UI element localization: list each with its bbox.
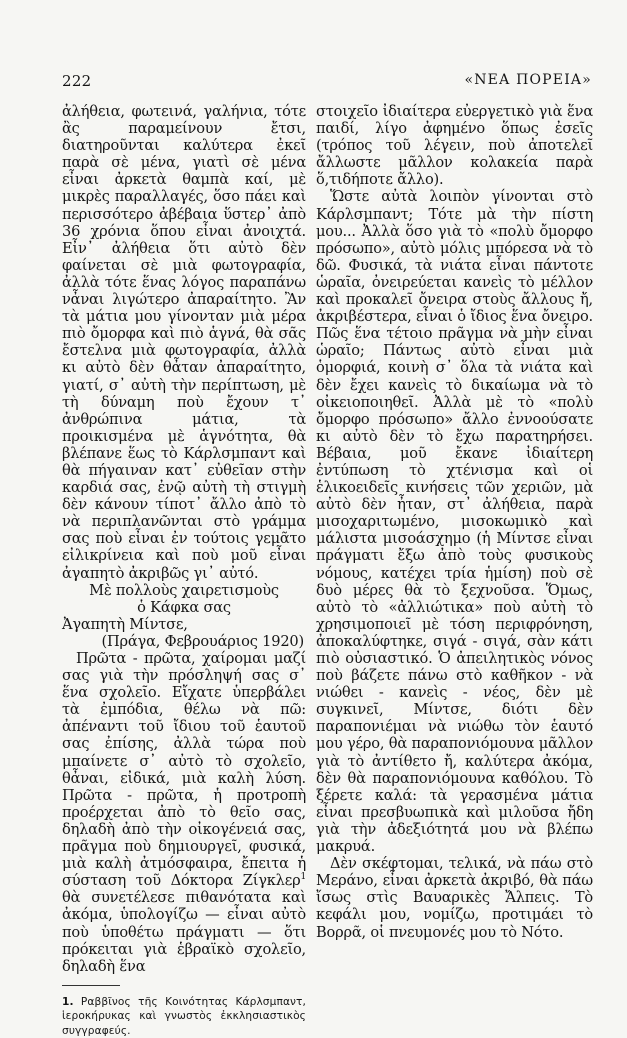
footnote-text: Ραββῖνος τῆς Κοινότητας Κάρλσμπαντ, ἱεροκήρυκας καὶ γνωστὸς ἐκκλησιαστικὸς συγγραφεύς. <box>62 995 306 1037</box>
page-number: 222 <box>62 72 92 90</box>
left-paragraph-2-part-2: θὰ συνετέλεσε πιθανότατα καὶ ἀκόμα, ὑπολογίζω — εἶναι αὐτὸ ποὺ ὑποθέτω πράγματι — ὅτι πρόκειται γιὰ ἑβραϊκὸ σχολεῖο, δηλαδὴ ἕνα <box>62 889 306 975</box>
footnote-reference: 1 <box>300 872 306 883</box>
right-paragraph-2: Ὥστε αὐτὰ λοιπὸν γίνονται στὸ Κάρλσμπαντ; Τότε μὰ τὴν πίστη μου... Ἀλλὰ ὅσο γιὰ τὸ «πολὺ ὄμορφο πρόσωπο», αὐτὸ μόλις μπόρεσα νὰ τὸ δῶ. Φυσικά, τὰ νιάτα εἶναι πάντοτε ὡραῖα, ὀνειρεύεται κανεὶς τὸ μέλλον καὶ προκαλεῖ ὄνειρα στοὺς ἄλλους ἤ, ἀκριβέστερα, εἶναι ὁ ἴδιος ἕνα ὄνειρο. Πῶς ἕνα τέτοιο πρᾶγμα νὰ μὴν εἶναι ὡραῖο; Πάντως αὐτὸ εἶναι μιὰ ὁμορφιά, κοινὴ σ᾿ ὅλα τὰ νιάτα καὶ δὲν ἔχει κανεὶς τὸ δικαίωμα νὰ τὸ οἰκειοποιηθεῖ. Ἀλλὰ μὲ τὸ «πολὺ ὄμορφο πρόσωπο» ἄλλο ἐννοούσατε κι αὐτὸ δὲν τὸ ἔχω παρατηρήσει. Βέβαια, μοῦ ἔκανε ἰδιαίτερη ἐντύπωση τὸ χτένισμα καὶ οἱ ἑλικοειδεῖς κινήσεις τῶν χεριῶν, μὰ αὐτὸ δὲν ἦταν, στ᾿ ἀλήθεια, παρὰ μισοχαριτωμένο, μισοκωμικὸ καὶ μάλιστα μισοάσχημο (ἡ Μίντσε εἶναι πράγματι ἔξω ἀπὸ τοὺς φυσικοὺς νόμους, κατέχει τρία ἡμίση) ποὺ σὲ δυὸ μέρες θὰ τὸ ξεχνοῦσα. Ὅμως, αὐτὸ τὸ «ἀλλιώτικα» ποὺ αὐτὴ τὸ χρησιμοποιεῖ μὲ τόση περιφρόνηση, ἀποκαλύφτηκε, σιγά - σιγά, σὰν κάτι πιὸ οὐσιαστικό. Ὁ ἀπειλητικὸς νόνος ποὺ βάζετε πάνω στὸ καθῆκον - νὰ νιώθει - κανεὶς - νέος, δὲν μὲ συγκινεῖ, Μίντσε, διότι δὲν παραπονιέμαι νὰ νιώθω τὸν ἑαυτό μου γέρο, θὰ παραπονιόμουνα μᾶλλον γιὰ τὸ ἀντίθετο ἤ, καλύτερα ἀκόμα, δὲν θὰ παραπονιόμουνα καθόλου. Τὸ ξέρετε καλά: τὰ γερασμένα μάτια εἶναι πρεσβυωπικὰ καὶ μιλοῦσα ἤδη γιὰ τὴν ἀδεξιότητά μου νὰ βλέπω μακρυά. <box>316 188 593 856</box>
left-column <box>62 103 306 1037</box>
left-paragraph-1: ἀλήθεια, φωτεινά, γαλήνια, τότε ἂς παραμείνουν ἔτσι, διατηροῦνται καλύτερα ἐκεῖ παρὰ σὲ μένα, γιατὶ σὲ μένα εἶναι ἀρκετὰ θαμπὰ καί, μὲ μικρὲς παραλλαγές, ὅσο πάει καὶ περισσότερο ἀβέβαια ὕστερ᾿ ἀπὸ 36 χρόνια ὅπου εἶναι ἀνοιχτά. Εἶν᾿ ἀλήθεια ὅτι αὐτὸ δὲν φαίνεται σὲ μιὰ φωτογραφία, ἀλλὰ τότε ἕνας λόγος παραπάνω νἆναι λιγώτερο ἀπαραίτητο. Ἂν τὰ μάτια μου γίνονταν μιὰ μέρα πιὸ ὄμορφα καὶ πιὸ ἁγνά, θὰ σᾶς ἔστελνα μιὰ φωτογραφία, ἀλλὰ κι αὐτὸ δὲν θἆταν ἀπαραίτητο, γιατί, σ᾿ αὐτὴ τὴν περίπτωση, μὲ τὴ δύναμη ποὺ ἔχουν τ᾿ ἀνθρώπινα μάτια, τὰ προικισμένα μὲ ἁγνότητα, θὰ βλέπανε ἕως τὸ Κάρλσμπαντ καὶ θὰ πήγαιναν κατ᾿ εὐθεῖαν στὴν καρδιά σας, ἐνῷ αὐτὴ τὴ στιγμὴ δὲν κάνουν τίποτ᾿ ἄλλο ἀπὸ τὸ νὰ περιπλανῶνται στὸ γράμμα σας ποὺ εἶναι ἐν τούτοις γεμᾶτο εἰλικρίνεια καὶ ποὺ μοῦ εἶναι ἀγαπητὸ ἀκριβῶς γι᾿ αὐτό. <box>62 103 306 582</box>
letter-dateline: (Πράγα, Φεβρουάριος 1920) <box>101 632 304 650</box>
left-paragraph-2-part-1: Πρῶτα - πρῶτα, χαίρομαι μαζί σας γιὰ τὴν πρόσληψή σας σ᾿ ἕνα σχολεῖο. Εἴχατε ὑπερβάλει τὰ ἐμπόδια, θέλω νὰ πῶ: ἀπέναντι τοῦ ἴδιου τοῦ ἑαυτοῦ σας ἐπίσης, ἀλλὰ τώρα ποὺ μπαίνετε σ᾿ αὐτὸ τὸ σχολεῖο, θἆναι, εἰδικά, μιὰ καλὴ λύση. Πρῶτα - πρῶτα, ἡ προτροπὴ προέρχεται ἀπὸ τὸ θεῖο σας, δηλαδὴ ἀπὸ τὴν οἰκογένειά σας, πρᾶγμα ποὺ δημιουργεῖ, φυσικά, μιὰ καλὴ ἀτμόσφαιρα, ἔπειτα ἡ σύσταση τοῦ Δόκτορα Ζίγκλερ <box>62 650 306 890</box>
letter-salutation: Ἀγαπητὴ Μίντσε, <box>62 615 188 633</box>
right-paragraph-3: Δὲν σκέφτομαι, τελικά, νὰ πάω στὸ Μεράνο, εἶναι ἀρκετὰ ἀκριβό, θὰ πάω ἴσως στὶς Βαυαρικὲς Ἄλπεις. Τὸ κεφάλι μου, νομίζω, προτιμάει τὸ Βορρᾶ, οἱ πνευμονές μου τὸ Νότο. <box>316 855 593 941</box>
page-header <box>62 72 592 90</box>
footnote <box>62 995 306 1038</box>
right-paragraph-1: στοιχεῖο ἰδιαίτερα εὐεργετικὸ γιὰ ἕνα παιδί, λίγο ἀφημένο ὅπως ἐσεῖς (τρόπος τοῦ λέγειν, ποὺ ἀποτελεῖ ἄλλωστε μᾶλλον κολακεία παρὰ ὅ,τιδήποτε ἄλλο). <box>316 103 593 189</box>
closing-signature: ὁ Κάφκα σας <box>137 598 231 616</box>
footnote-number: 1. <box>62 995 74 1008</box>
right-column <box>316 103 593 1013</box>
closing-greeting: Μὲ πολλοὺς χαιρετισμοὺς <box>89 581 279 599</box>
left-paragraph-2 <box>62 650 306 975</box>
running-head: «ΝΕΑ ΠΟΡΕΙΑ» <box>464 72 592 88</box>
footnote-divider <box>62 985 120 986</box>
